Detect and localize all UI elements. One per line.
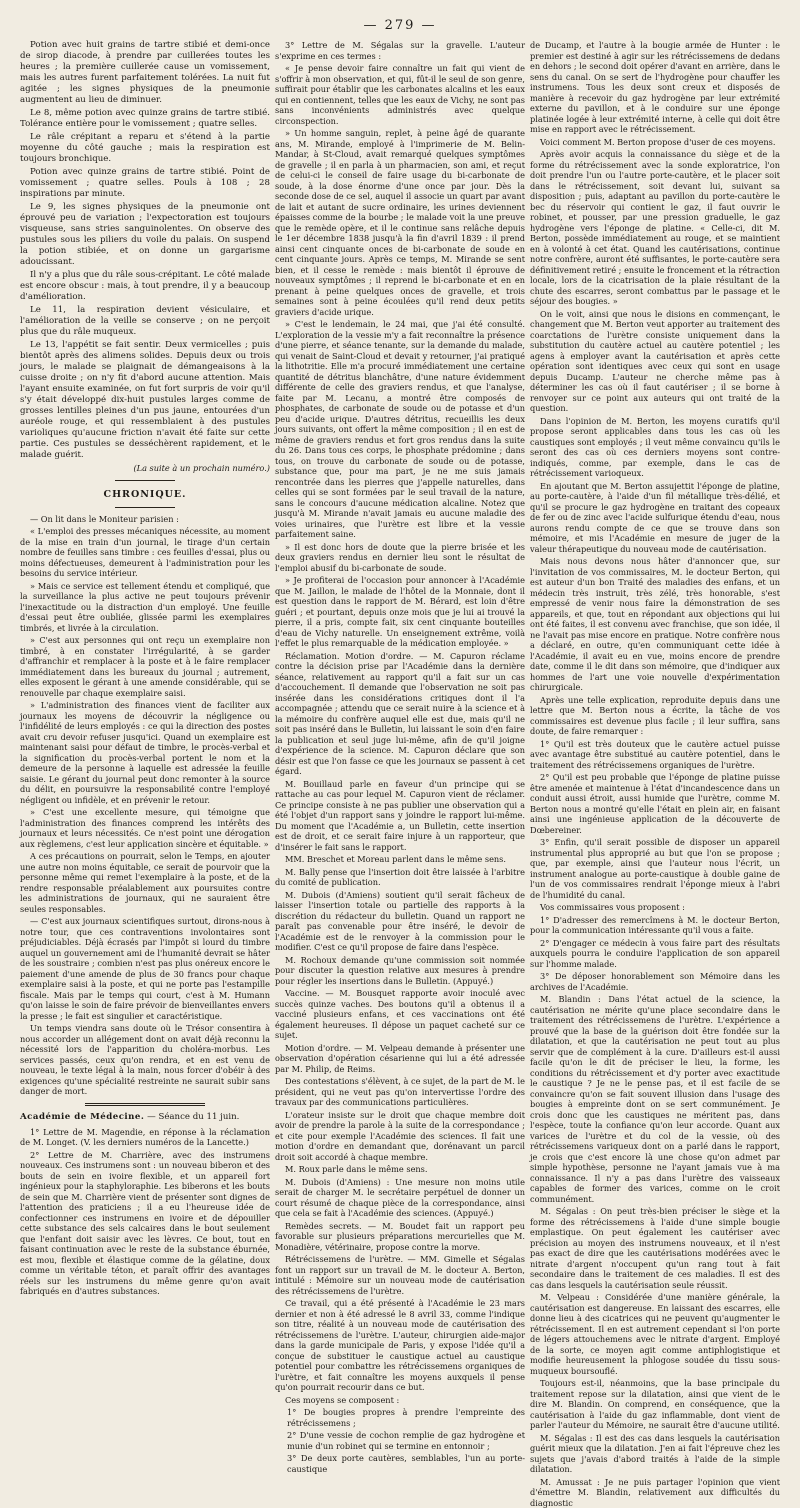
paragraph: Motion d'ordre. — M. Velpeau demande à présenter une observation d'opération césarienne qui lui a été adressée par M. Philip, de Reims. (275, 1043, 525, 1075)
paragraph: Des contestations s'élèvent, à ce sujet, de la part de M. le président, qui ne veut pas qu'on intervertisse l'ordre des travaux par des communications particulières. (275, 1076, 525, 1108)
academie-title: Académie de Médecine. (20, 1112, 144, 1122)
paragraph: M. Blandin : Dans l'état actuel de la science, la cautérisation ne mérite qu'une place secondaire dans le traitement des rétrécissemens de l'urètre. L'expérience a prouvé que la base de la guérison doit être fondée sur la dilatation, et que la cautérisation ne peut tout au plus servir que de complément à la cure. D'ailleurs est-il aussi facile qu'on le dit de préciser le lieu, la forme, les conditions du rétrécissement et d'y porter avec exactitude le caustique ? Je ne le pense pas, et il est facile de se convaincre qu'on se fait souvent illusion dans l'usage des bougies à empreinte dont on se sert communément. Je crois donc que les caustiques ne méritent pas, dans l'espèce, toute la confiance qu'on leur accorde. Quant aux varices de l'urètre et du col de la vessie, où des rétrécissemens variqueux dont on a parlé dans le rapport, je crois que c'est encore là une chose qu'on admet par simple hypothèse, personne ne l'ayant jamais vue à ma connaissance. Il n'y a pas dans l'urètre des vaisseaux capables de former des varices, comme on le croit communément. (530, 994, 780, 1204)
paragraph: M. Ségalas : Il est des cas dans lesquels la cautérisation guérit mieux que la dilatation. J'en ai fait l'épreuve chez les sujets que j'avais d'abord traités à l'aide de la simple dilatation. (530, 1433, 780, 1475)
paragraph: On le voit, ainsi que nous le disions en commençant, le changement que M. Berton veut apporter au traitement des coarctations de l'urètre consiste uniquement dans la substitution du cautère actuel au cautère potentiel ; les agens à employer avant la cautérisation et après cette opération sont identiques avec ceux qui sont en usage depuis Ducamp. L'auteur ne cherche même pas à déterminer les cas où il faut cautériser ; il se borne à renvoyer sur ce point aux auteurs qui ont traité de la question. (530, 309, 780, 414)
paragraph: Mais nous devons nous hâter d'annoncer que, sur l'invitation de vos commissaires, M. le docteur Berton, qui est auteur d'un bon Traité des maladies des enfans, et un médecin très instruit, très zélé, très honorable, s'est empressé de venir nous faire la démonstration de ses appareils, et que, tout en répondant aux objections qui lui ont été faites, il est convenu avec franchise, que son idée, il ne l'avait pas mise encore en pratique. Notre confrère nous a déclaré, en outre, qu'en communiquant cette idée à l'Académie, il avait eu en vue, moins encore de prendre date, comme il le dit dans son mémoire, que d'indiquer aux hommes de l'art une voie nouvelle d'expérimentation chirurgicale. (530, 556, 780, 693)
paragraph: Le 8, même potion avec quinze grains de tartre stibié. Tolérance entière pour le vomissement ; quatre selles. (20, 108, 270, 130)
paragraph: Voici comment M. Berton propose d'user de ces moyens. (530, 137, 780, 148)
paragraph: 3° Enfin, qu'il serait possible de disposer un appareil instrumental plus approprié au but que l'on se propose ; que, par exemple, ainsi que l'auteur nous l'écrit, un instrument analogue au porte-caustique à double gaine de l'un de vos commissaires rendrait l'éponge mieux à l'abri de l'humidité du canal. (530, 837, 780, 900)
paragraph: M. Velpeau : Considérée d'une manière générale, la cautérisation est dangereuse. En laissant des escarres, elle donne lieu à des cicatrices qui ne peuvent qu'augmenter le rétrécissement. Il en est autrement cependant si l'on porte de légers attouchemens avec le nitrate d'argent. Employé de la sorte, ce moyen agit comme antiphlogistique et modifie heureusement la phlogose soudée du tissu sous-muqueux boursouflé. (530, 1292, 780, 1376)
paragraph: Réclamation. Motion d'ordre. — M. Capuron réclame contre la décision prise par l'Académie dans la dernière séance, relativement au rapport qu'il a fait sur un cas d'accouchement. Il demande que l'observation ne soit pas insérée dans les considérations critiques dont il l'a accompagnée ; attendu que ce serait nuire à la science et à la mémoire du confrère auquel elle est due, mais qu'il ne soit pas inséré dans le Bulletin, lui laissant le soin d'en faire la publication et seul juge lui-même, afin de qu'il joigne d'expérience de la science. M. Capuron déclare que son désir est que l'on fasse ce que les journaux se passent à cet égard. (275, 651, 525, 777)
paragraph: 1° Qu'il est très douteux que le cautère actuel puisse avec avantage être substitué au cautère potentiel, dans le traitement des rétrécissemens organiques de l'urètre. (530, 739, 780, 771)
paragraph: M. Ségalas : On peut très-bien préciser le siège et la forme des rétrécissemens à l'aide d'une simple bougie emplastique. On peut également les cautériser avec précision au moyen des instrumens nouveaux, et il n'est pas exact de dire que les cautérisations modérées avec le nitrate d'argent n'occupent qu'un rang tout à fait secondaire dans le traitement de ces maladies. Il est des cas dans lesquels la cautérisation seule réussit. (530, 1206, 780, 1290)
paragraph: » Un homme sanguin, replet, à peine âgé de quarante ans, M. Mirande, employé à l'imprimerie de M. Belin-Mandar, à St-Cloud, avait remarqué quelques symptômes de gravelle ; il en parla à un pharmacien, son ami, et reçut de celui-ci le conseil de faire usage du bi-carbonate de soude, à la dose énorme d'une once par jour. Dès la seconde dose de ce sel, auquel il associe un quart par avant de lait et autant de sucre ordinaire, les urines deviennent épaisses comme de la bourbe ; le malade voit la une preuve que le remède opère, et il le continue sans relâche depuis le 1er décembre 1838 jusqu'à la fin d'avril 1839 : il prend ainsi cent cinquante onces de bi-carbonate de soude en cent cinquante jours. Après ce temps, M. Mirande se sent bien, et il cesse le remède : mais bientôt il éprouve de nouveaux symptômes ; il reprend le bi-carbonate et en en prenant à peine quelques onces de gravelle, et trois semaines sont à peine écoulées qu'il rend deux petits graviers d'acide urique. (275, 128, 525, 317)
paragraph: Toujours est-il, néanmoins, que la base principale du traitement repose sur la dilatation, ainsi que vient de le dire M. Blandin. On comprend, en conséquence, que la cautérisation à l'aide du gaz inflammable, dont vient de parler l'auteur du Mémoire, ne saurait être d'aucune utilité. (530, 1378, 780, 1431)
paragraph: 3° Lettre de M. Ségalas sur la gravelle. L'auteur s'exprime en ces termes : (275, 40, 525, 61)
paragraph: M. Amussat : Je ne puis partager l'opinion que vient d'émettre M. Blandin, relativement aux difficultés du diagnostic (530, 1477, 780, 1508)
paragraph: Ces moyens se composent : (275, 1395, 525, 1406)
column-3 (530, 40, 780, 1125)
paragraph: Rétrécissemens de l'urètre. — MM. Gimelle et Ségalas font un rapport sur un travail de M. le docteur A. Berton, intitulé : Mémoire sur un nouveau mode de cautérisation des rétrécissemens de l'urètre. (275, 1254, 525, 1296)
paragraph: » Mais ce service est tellement étendu et compliqué, que la surveillance la plus active ne peut toujours prévenir l'inexactitude ou la distraction d'un employé. Une feuille d'essai peut être oubliée, glissée parmi les exemplaires timbrés, et livrée à la circulation. (20, 581, 270, 634)
column-2 (275, 40, 525, 1125)
list-item: 3° De deux porte cautères, semblables, l'un au porte-caustique (275, 1453, 525, 1474)
paragraph: 2° Lettre de M. Charrière, avec des instrumens nouveaux. Ces instrumens sont : un nouveau biberon et des bouts de sein en ivoire flexible, et un appareil fort ingénieux pour la staphyloraphie. Les biberons et les bouts de sein que M. Charrière vient de présenter sont dignes de l'attention des praticiens ; il a eu l'heureuse idée de confectionner ces instrumens en ivoire et de dépouiller cette substance des sels calcaires dans le bout seulement que l'enfant doit saisir avec les lèvres. Ce bout, tout en faisant continuation avec le reste de la substance éburnée, est mou, flexible et élastique comme de la gélatine, doux comme un véritable téton, et paraît offrir des avantages réels sur les instrumens du même genre qu'on avait fabriqués en d'autres substances. (20, 1150, 270, 1297)
divider (85, 1103, 205, 1106)
paragraph: » Je profiterai de l'occasion pour annoncer à l'Académie que M. Jaillon, le malade de l'hôtel de la Monnaie, dont il est question dans le rapport de M. Bérard, est loin d'être guéri ; et pourtant, depuis onze mois que je lui ai trouvé la pierre, il a pris, compte fait, six cent cinquante bouteilles d'eau de Vichy naturelle. Un enseignement extrême, voilà l'effet le plus remarquable de la médication employée. » (275, 575, 525, 649)
paragraph: de Ducamp, et l'autre à la bougie armée de Hunter : le premier est destiné à agir sur les rétrécissemens de dedans en dehors ; le second doit opérer d'avant en arrière, dans le sens du canal. On se sert de l'hydrogène pour chauffer les instrumens. Tous les deux sont creux et disposés de manière à recevoir du gaz hydrogène par leur extrémité externe du pavillon, et à le conduire sur une éponge platinée logée à leur extrémité interne, à celle qui doit être mise en rapport avec le rétrécissement. (530, 40, 780, 135)
section-title-chronique: CHRONIQUE. (20, 489, 270, 501)
paragraph: Après une telle explication, reproduite depuis dans une lettre que M. Berton nous a écrite, la tâche de vos commissaires est devenue plus facile ; il leur suffira, sans doute, de faire remarquer : (530, 695, 780, 737)
paragraph: Il n'y a plus que du râle sous-crépitant. Le côté malade est encore obscur : mais, à tout prendre, il y a beaucoup d'amélioration. (20, 270, 270, 303)
paragraph: MM. Breschet et Moreau parlent dans le même sens. (275, 854, 525, 865)
paragraph: M. Dubois (d'Amiens) : Une mesure non moins utile serait de charger M. le secrétaire perpétuel de donner un court résumé de chaque pièce de la correspondance, ainsi que cela se fait à l'Académie des sciences. (Appuyé.) (275, 1177, 525, 1219)
paragraph: Dans l'opinion de M. Berton, les moyens curatifs qu'il propose seront applicables dans tous les cas où les caustiques sont employés ; il veut même convaincu qu'ils le seront des cas où ces derniers moyens sont contre-indiqués, comme, par exemple, dans le cas de rétrécissement varioqueux. (530, 416, 780, 479)
paragraph: Le 9, les signes physiques de la pneumonie ont éprouvé peu de variation ; l'expectoration est toujours visqueuse, sans stries sanguinolentes. On observe des pustules sous les piliers du voile du palais. On suspend la potion stibiée, et on donne un gargarisme adoucissant. (20, 202, 270, 268)
paragraph: Un temps viendra sans doute où le Trésor consentira à nous accorder un allégement dont on avait déjà reconnu la nécessité lors de l'apparition du choléra-morbus. Les services passés, ceux qu'on rendra, et en est venu de nouveau, le texte légal à la main, nous forcer d'obéir à des exigences qu'une spécialité restreinte ne saurait subir sans danger de mort. (20, 1023, 270, 1097)
paragraph: Ce travail, qui a été présenté à l'Académie le 23 mars dernier et non à été adressé le 8 avril 33, comme l'indique son titre, réalité à un nouveau mode de cautérisation des rétrécissemens de l'urètre. L'auteur, chirurgien aide-major dans la garde municipale de Paris, y expose l'idée qu'il a conçue de substituer le caustique actuel au caustique potentiel pour combattre les rétrécissemens organiques de l'urètre, et fait connaître les moyens auxquels il pense qu'on pourrait recourir dans ce but. (275, 1298, 525, 1393)
paragraph: 1° Lettre de M. Magendie, en réponse à la réclamation de M. Longet. (V. les derniers numéros de la Lancette.) (20, 1127, 270, 1148)
paragraph: L'orateur insiste sur le droit que chaque membre doit avoir de prendre la parole à la suite de la correspondance ; et cite pour exemple l'Académie des sciences. Il fait une motion d'ordre en demandant que, dorénavant un parcil droit soit accordé à chaque membre. (275, 1110, 525, 1163)
list-item: 2° D'une vessie de cochon remplie de gaz hydrogène et munie d'un robinet qui se termine en entonnoir ; (275, 1430, 525, 1451)
paragraph: Potion avec quinze grains de tartre stibié. Point de vomissement ; quatre selles. Pouls à 108 ; 28 inspirations par minute. (20, 167, 270, 200)
page-number: — 279 — (0, 18, 800, 33)
continuation-note: (La suite à un prochain numéro.) (20, 463, 270, 474)
paragraph: — C'est aux journaux scientifiques surtout, dirons-nous à notre tour, que ces contraventions involontaires sont préjudiciables. Déjà écrasés par l'impôt si lourd du timbre auquel un gouvernement ami de l'humanité devrait se hâter de les soustraire ; combien n'est pas plus onéreux encore le paiement d'une amende de plus de 30 francs pour chaque exemplaire saisi à la poste, et qui ne porte pas l'estampille fiscale. Mais par le temps qui court, c'est à M. Humann qu'on laisse le soin de faire prévoir de bienveillantes envers la presse ; le fait est singulier et caractéristique. (20, 916, 270, 1021)
paragraph: » C'est le lendemain, le 24 mai, que j'ai été consulté. L'exploration de la vessie m'y a fait reconnaître la présence d'une pierre, et séance tenante, sur la demande du malade, qui venait de Saint-Cloud et devait y retourner, j'ai pratiqué la lithotritie. Elle m'a procuré immédiatement une certaine quantité de détritus blanchâtre, d'une nature évidemment différente de celle des graviers rendus, et que l'analyse, faite par M. Lecanu, a montré être composés de phosphates, de carbonate de soude ou de potasse et d'un peu d'acide urique. D'autres détritus, recueillis les deux jours suivants, ont offert la même composition ; il en est de même de graviers rendus et fort gros rendus dans la suite du 26. Dans tous ces corps, le phosphate prédomine ; dans tous, on trouve du carbonate de soude ou de potasse, substance que, pour ma part, je ne me suis jamais rencontrée dans les pierres que j'appelle naturelles, dans celles qui se sont formées par le seul travail de la nature, sans le concours d'aucune médication alcaline. Notez que jusqu'à M. Mirande n'avait jamais eu aucune maladie des voies urinaires, que l'urètre est libre et la vessie parfaitement saine. (275, 319, 525, 540)
paragraph: M. Rochoux demande qu'une commission soit nommée pour discuter la question relative aux mesures à prendre pour régler les insertions dans le Bulletin. (Appuyé.) (275, 955, 525, 987)
paragraph: A ces précautions on pourrait, selon le Temps, en ajouter une autre non moins équitable, ce serait de pourvoir que la personne même qui remet l'exemplaire à la poste, et de la rendre responsable préalablement aux poursuites contre les administrations de journaux, qui ne sauraient être seules responsables. (20, 851, 270, 914)
paragraph: « Je pense devoir faire connaître un fait qui vient de s'offrir à mon observation, et qui, fût-il le seul de son genre, suffirait pour établir que les carbonates alcalins et les eaux qui en contiennent, telles que les eaux de Vichy, ne sont pas sans inconvénients administrés avec quelque circonspection. (275, 63, 525, 126)
academie-date: — Séance du 11 juin. (144, 1112, 239, 1122)
column-1 (20, 40, 270, 1125)
paragraph: En ajoutant que M. Berton assujettit l'éponge de platine, au porte-cautère, à l'aide d'un fil métallique très-délié, et qu'il se procure le gaz hydrogène en traitant des copeaux de fer ou de zinc avec l'acide sulfurique étendu d'eau, nous aurons rendu compte de ce que se trouve dans son mémoire, et mis l'Académie en mesure de juger de la valeur thérapeutique du nouveau mode de cautérisation. (530, 481, 780, 555)
paragraph: 2° D'engager ce médecin à vous faire part des résultats auxquels pourra le conduire l'application de son appareil sur l'homme malade. (530, 938, 780, 970)
paragraph: » C'est aux personnes qui ont reçu un exemplaire non timbré, à en constater l'irrégularité, à se garder d'affranchir et remplacer à la poste et à le faire remplacer immédiatement dans les bureaux du journal ; autrement, elles exposent le gérant à une amende considérable, qui se renouvelle par chaque exemplaire saisi. (20, 635, 270, 698)
paragraph: 3° De déposer honorablement son Mémoire dans les archives de l'Académie. (530, 971, 780, 992)
paragraph: Remèdes secrets. — M. Boudet fait un rapport peu favorable sur plusieurs préparations mercurielles que M. Monadière, vétérinaire, propose contre la morve. (275, 1221, 525, 1253)
paragraph: M. Bouillaud parle en faveur d'un principe qui se rattache au cas pour lequel M. Capuron vient de réclamer. Ce principe consiste à ne pas publier une observation qui a été l'objet d'un rapport sans y joindre le rapport lui-même. Du moment que l'Académie a, un Bulletin, cette insertion est de droit, et ce serait faire injure à un rapporteur, que d'insérer le fait sans le rapport. (275, 779, 525, 853)
paragraph: M. Dubois (d'Amiens) soutient qu'il serait fâcheux de laisser l'insertion totale ou partielle des rapports à la discrétion du rédacteur du bulletin. Quand un rapport ne paraît pas convenable pour être inséré, le devoir de l'Académie est de le renvoyer à la commission pour le modifier. C'est ce qu'il propose de faire dans l'espèce. (275, 890, 525, 953)
paragraph: Le 13, l'appétit se fait sentir. Deux vermicelles ; puis bientôt après des alimens solides. Depuis deux ou trois jours, le malade se plaignait de démangeaisons à la cuisse droite ; on n'y fit d'abord aucune attention. Mais l'ayant ensuite examinée, on fut fort surpris de voir qu'il s'y était développé dix-huit pustules larges comme de grosses lentilles pleines d'un pus jaune, entourées d'un auréole rouge, et qui ressemblaient à des pustules varioliques qu'aucune friction n'avait été faite sur cette partie. Ces pustules se desséchèrent rapidement, et le malade guérit. (20, 340, 270, 461)
list-item: 1° De bougies propres à prendre l'empreinte des rétrécissemens ; (275, 1407, 525, 1428)
paragraph: M. Bally pense que l'insertion doit être laissée à l'arbitre du comité de publication. (275, 867, 525, 888)
paragraph: » C'est une excellente mesure, qui témoigne que l'administration des finances comprend les intérêts des journaux et leurs nécessités. Ce n'est point une dérogation aux règlemens, c'est leur application sincère et équitable. » (20, 807, 270, 849)
divider (115, 480, 175, 481)
means-list (275, 1407, 525, 1474)
paragraph: « L'emploi des presses mécaniques nécessite, au moment de la mise en train d'un journal, le tirage d'un certain nombre de feuilles sans timbre : ces feuilles d'essai, plus ou moins défectueuses, demeurent à l'administration pour les besoins du service intérieur. (20, 526, 270, 579)
divider (115, 507, 175, 508)
paragraph: Vaccine. — M. Bousquet rapporte avoir inoculé avec succès quinze vaches. Des boutons qu'il a obtenus il a vacciné plusieurs enfans, et ces vaccinations ont été également heureuses. Il dépose un paquet cacheté sur ce sujet. (275, 988, 525, 1041)
paragraph: — On lit dans le Moniteur parisien : (20, 514, 270, 525)
paragraph: Après avoir acquis la connaissance du siège et de la forme du rétrécissement avec la sonde exploratrice, l'on doit prendre l'un ou l'autre porte-cautère, et le placer soit dans le rétrécissement, soit devant lui, suivant sa disposition ; puis, adaptant au pavillon du porte-cautère le bec du réservoir qui contient le gaz, il faut ouvrir le robinet, et pousser, par une pression graduelle, le gaz hydrogène vers l'éponge de platine. « Celle-ci, dit M. Berton, possède immédiatement au rouge, et se maintient en à volonté à cet état. Quand les cautérisations, continue notre confrère, auront été suffisantes, le porte-cautère sera définitivement retiré ; ensuite le froncement et la rétraction locale, lors de la cicatrisation de la plaie résultant de la chute des escarres, seront combattus par le passage et le séjour des bougies. » (530, 149, 780, 307)
paragraph: M. Roux parle dans le même sens. (275, 1164, 525, 1175)
paragraph: Vos commissaires vous proposent : (530, 902, 780, 913)
paragraph: Le râle crépitant a reparu et s'étend à la partie moyenne du côté gauche ; mais la respiration est toujours bronchique. (20, 132, 270, 165)
paragraph: 2° Qu'il est peu probable que l'éponge de platine puisse être amenée et maintenue à l'état d'incandescence dans un conduit aussi étroit, aussi humide que l'urètre, comme M. Berton nous a montré qu'elle l'était en plein air, en faisant ainsi une ingénieuse application de la découverte de Dœbereiner. (530, 772, 780, 835)
paragraph: » Il est donc hors de doute que la pierre brisée et les deux graviers rendus en dernier lieu sont le résultat de l'emploi abusif du bi-carbonate de soude. (275, 542, 525, 574)
paragraph: 1° D'adresser des remercîmens à M. le docteur Berton, pour la communication intéressante qu'il vous a faite. (530, 915, 780, 936)
paragraph: » L'administration des finances vient de faciliter aux journaux les moyens de découvrir la négligence ou l'infidélité de leurs employés : ce qui la direction des postes avait cru devoir refuser jusqu'ici. Quand un exemplaire est maintenant saisi pour défaut de timbre, le procès-verbal et la signification du procès-verbal portent le nom et la demeure de la personne à laquelle est adressée la feuille saisie. Le gérant du journal peut donc remonter à la source du délit, en poursuivre la responsabilité contre l'employé négligent ou infidèle, et en prévenir le retour. (20, 700, 270, 805)
academie-heading (20, 1112, 270, 1123)
paragraph: Potion avec huit grains de tartre stibié et demi-once de sirop diacode, à prendre par cuillerées toutes les heures ; la première cuillerée cause un vomissement, mais les autres furent parfaitement tolérées. La nuit fut agitée ; les signes physiques de la pneumonie augmentent au lieu de diminuer. (20, 40, 270, 106)
case-report (20, 40, 270, 461)
paragraph: Le 11, la respiration devient vésiculaire, et l'amélioration de la veille se conserve ; on ne perçoit plus que du râle muqueux. (20, 305, 270, 338)
